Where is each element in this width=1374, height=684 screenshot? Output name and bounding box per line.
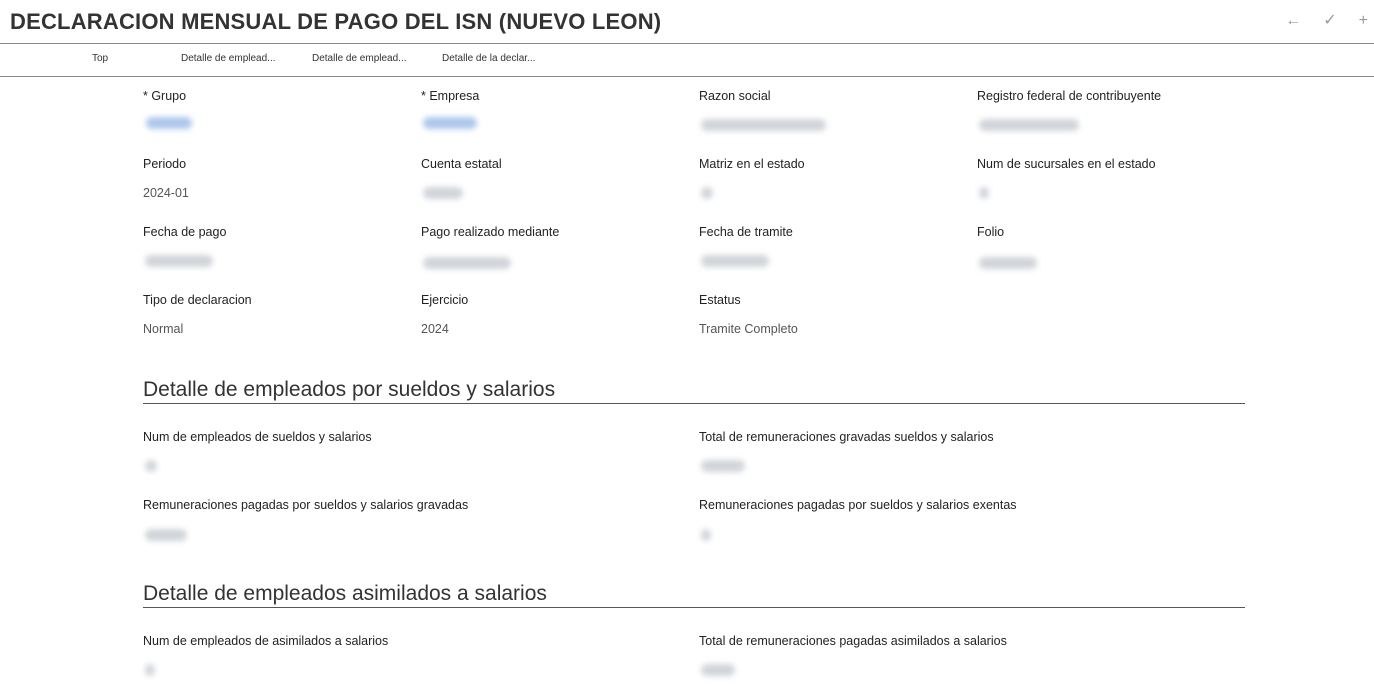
pagadas-gravadas-value [145, 529, 187, 541]
pagadas-exentas-label: Remuneraciones pagadas por sueldos y salarios exentas [699, 498, 1017, 512]
num-empleados-asimilados-label: Num de empleados de asimilados a salarios [143, 634, 389, 648]
check-icon[interactable]: ✓ [1323, 12, 1337, 29]
razon-social-label: Razon social [699, 89, 771, 103]
header-actions [1285, 11, 1368, 31]
pago-mediante-label: Pago realizado mediante [421, 225, 560, 239]
section-sueldos-header [143, 378, 1245, 404]
tab-top[interactable]: Top [92, 53, 109, 64]
total-remuneraciones-sueldos-value [701, 460, 745, 472]
page-header [0, 0, 1374, 44]
num-sucursales-label: Num de sucursales en el estado [977, 157, 1156, 171]
rfc-value [979, 119, 1079, 131]
ejercicio-label: Ejercicio [421, 293, 469, 307]
num-empleados-asimilados-value [145, 664, 155, 676]
periodo-label: Periodo [143, 157, 187, 171]
empresa-label: * Empresa [421, 89, 480, 103]
estatus-value: Tramite Completo [699, 322, 798, 336]
empresa-link[interactable] [423, 117, 477, 129]
section-sueldos-title: Detalle de empleados por sueldos y salarios [143, 378, 556, 401]
periodo-value: 2024-01 [143, 186, 189, 200]
tab-detalle-empleados-sueldos[interactable]: Detalle de emplead... [181, 53, 276, 64]
pagadas-exentas-value [701, 529, 711, 541]
plus-icon[interactable]: + [1358, 12, 1368, 29]
section-tabs [0, 44, 1374, 77]
tipo-declaracion-value: Normal [143, 322, 184, 336]
estatus-label: Estatus [699, 293, 741, 307]
grupo-label: * Grupo [143, 89, 187, 103]
section-asimilados-title: Detalle de empleados asimilados a salarios [143, 582, 547, 605]
ejercicio-value: 2024 [421, 322, 449, 336]
num-empleados-sueldos-label: Num de empleados de sueldos y salarios [143, 430, 372, 444]
tipo-declaracion-label: Tipo de declaracion [143, 293, 252, 307]
tab-detalle-empleados-asimilados[interactable]: Detalle de emplead... [312, 53, 407, 64]
matriz-value [701, 187, 713, 199]
folio-label: Folio [977, 225, 1005, 239]
fecha-tramite-value [701, 255, 769, 267]
total-remuneraciones-asimilados-value [701, 664, 735, 676]
total-remuneraciones-asimilados-label: Total de remuneraciones pagadas asimilados a salarios [699, 634, 1007, 648]
num-empleados-sueldos-value [145, 460, 157, 472]
pago-mediante-value [423, 257, 511, 269]
page-title: DECLARACION MENSUAL DE PAGO DEL ISN (NUEVO LEON) [10, 9, 662, 34]
arrow-left-icon[interactable]: ← [1285, 12, 1302, 29]
folio-value [979, 257, 1037, 269]
total-remuneraciones-sueldos-label: Total de remuneraciones gravadas sueldos y salarios [699, 430, 994, 444]
cuenta-estatal-label: Cuenta estatal [421, 157, 502, 171]
section-asimilados-header [143, 582, 1245, 608]
fecha-pago-value [145, 255, 213, 267]
cuenta-estatal-value [423, 187, 463, 199]
grupo-link[interactable] [146, 117, 192, 129]
razon-social-value [701, 119, 826, 131]
matriz-label: Matriz en el estado [699, 157, 805, 171]
num-sucursales-value [979, 187, 989, 199]
pagadas-gravadas-label: Remuneraciones pagadas por sueldos y salarios gravadas [143, 498, 469, 512]
tab-detalle-declaracion[interactable]: Detalle de la declar... [442, 53, 536, 64]
fecha-tramite-label: Fecha de tramite [699, 225, 793, 239]
rfc-label: Registro federal de contribuyente [977, 89, 1162, 103]
fecha-pago-label: Fecha de pago [143, 225, 227, 239]
